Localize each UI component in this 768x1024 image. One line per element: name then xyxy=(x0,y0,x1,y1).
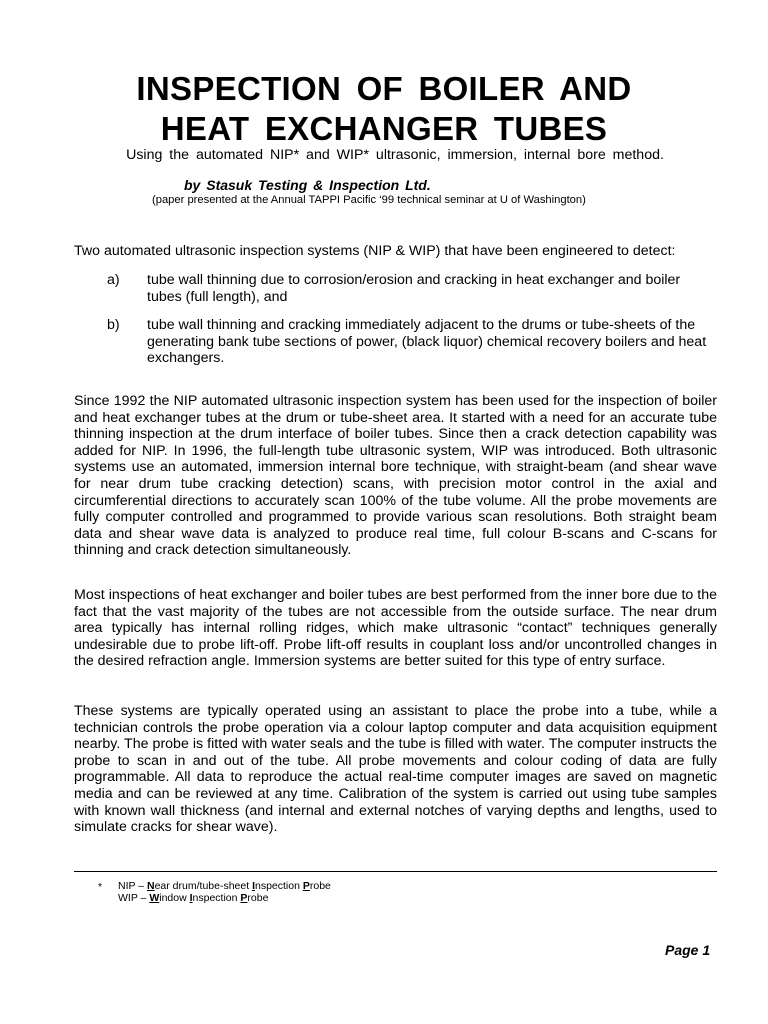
body-paragraph-3: These systems are typically operated using an assistant to place the probe into a tube, while a technician controls the probe operation via a colour laptop computer and data acquisition equipment nearby. The probe is fitted with water seals and the tube is filled with water. The computer instructs the probe to scan in and out of the tube. All probe movements and colour coding of data are fully programmable. All data to reproduce the actual real-time computer images are saved on magnetic media and can be reviewed at any time. Calibration of the system is carried out using tube samples with known wall thickness (and internal and external notches of varying depths and lengths, used to simulate cracks for shear wave). xyxy=(74,703,717,836)
footnote-word: robe xyxy=(309,880,331,892)
footnote-initial: I xyxy=(189,892,193,904)
footnote-word: nspection xyxy=(254,880,303,892)
subtitle: Using the automated NIP* and WIP* ultrasonic, immersion, internal bore method. xyxy=(126,147,664,163)
footnote-word: ear drum/tube-sheet xyxy=(154,880,253,892)
footnote-word: indow xyxy=(159,892,190,904)
list-item-text: tube wall thinning due to corrosion/erosion and cracking in heat exchanger and boiler tubes (full length), and xyxy=(147,272,681,305)
title-line-1: INSPECTION OF BOILER AND xyxy=(136,70,632,107)
intro-paragraph: Two automated ultrasonic inspection systems (NIP & WIP) that have been engineered to detect: xyxy=(74,243,676,259)
footnote-word: robe xyxy=(247,892,269,904)
list-item-text: tube wall thinning and cracking immediately adjacent to the drums or tube-sheets of the generating bank tube sections of power, (black liquor) chemical recovery boilers and heat exchangers. xyxy=(147,317,707,367)
page-number: Page 1 xyxy=(665,942,711,958)
body-paragraph-1: Since 1992 the NIP automated ultrasonic inspection system has been used for the inspection of boiler and heat exchanger tubes at the drum or tube-sheet area. It started with a need for an accurate tube thinning inspection at the drum interface of boiler tubes. Since then a crack detection capability was added for NIP. In 1996, the full-length tube ultrasonic system, WIP was introduced. Both ultrasonic systems use an automated, immersion internal bore technique, with straight-beam (and shear wave for near drum tube cracking detection) scans, with precision motor control in the axial and circumferential directions to accurately scan 100% of the tube volume. All the probe movements are fully computer controlled and programmed to provide various scan resolutions. Both straight beam data and shear wave data is analyzed to produce real time, full colour B-scans and C-scans for thinning and crack detection simultaneously. xyxy=(74,393,717,559)
title-line-2: HEAT EXCHANGER TUBES xyxy=(160,110,608,147)
footnote-initial: P xyxy=(240,892,248,904)
footnote-wip xyxy=(118,892,268,904)
footnote-marker: * xyxy=(98,881,103,893)
footnote-nip xyxy=(118,880,331,892)
footnote-initial: N xyxy=(147,880,155,892)
presentation-note: (paper presented at the Annual TAPPI Pacific ‘99 technical seminar at U of Washington) xyxy=(152,194,586,206)
footnote-nip-abbr: NIP – xyxy=(118,880,147,892)
footnote-initial: P xyxy=(302,880,310,892)
body-paragraph-2: Most inspections of heat exchanger and boiler tubes are best performed from the inner bore due to the fact that the vast majority of the tubes are not accessible from the outside surface. The near drum area typically has internal rolling ridges, which make ultrasonic “contact” techniques generally undesirable due to probe lift-off. Probe lift-off results in couplant loss and/or uncontrolled changes in the desired refraction angle. Immersion systems are better suited for this type of entry surface. xyxy=(74,587,717,670)
footnote-initial: I xyxy=(252,880,255,892)
footnote-divider xyxy=(74,871,717,872)
byline: by Stasuk Testing & Inspection Ltd. xyxy=(184,177,431,193)
footnote-initial: W xyxy=(149,892,160,904)
footnote-word: nspection xyxy=(192,892,241,904)
footnote-wip-abbr: WIP – xyxy=(118,892,150,904)
list-marker: b) xyxy=(107,317,120,333)
list-marker: a) xyxy=(107,272,120,288)
